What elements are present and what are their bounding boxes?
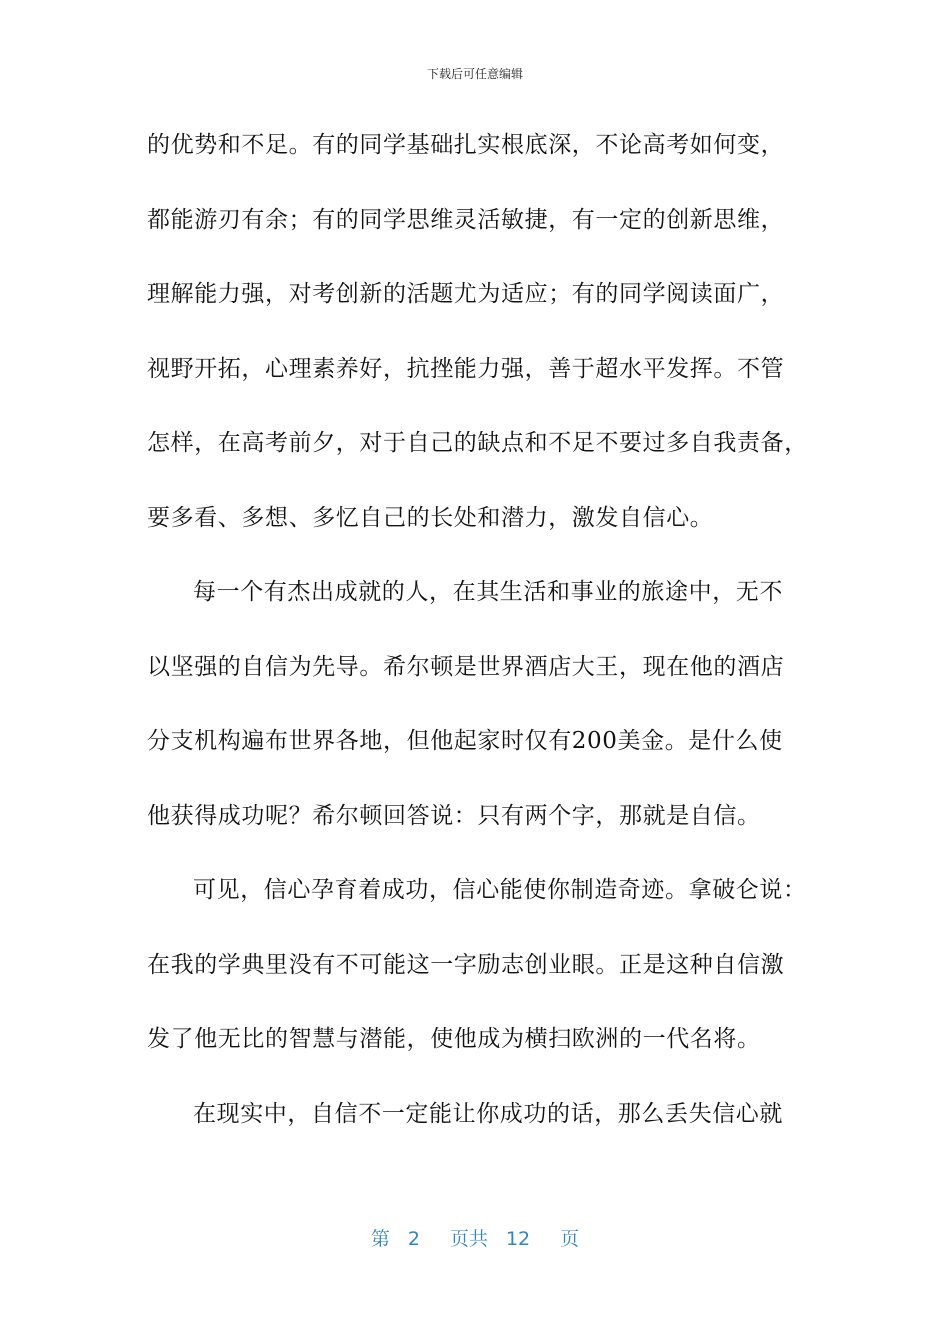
text-line: 都能游刃有余；有的同学思维灵活敏捷，有一定的创新思维， — [147, 206, 785, 233]
text-line: 理解能力强，对考创新的活题尤为适应；有的同学阅读面广， — [147, 281, 785, 307]
text-line: 分支机构遍布世界各地，但他起家时仅有200美金。是什么使 — [147, 728, 783, 754]
page-footer — [0, 1226, 950, 1252]
footer-middle: 页共 — [449, 1228, 488, 1250]
footer-prefix: 第 — [370, 1228, 390, 1250]
text-line: 以坚强的自信为先导。希尔顿是世界酒店大王，现在他的酒店 — [147, 653, 785, 680]
paragraph-start-line: 每一个有杰出成就的人，在其生活和事业的旅途中，无不 — [193, 579, 783, 605]
paragraph-start-line: 在现实中，自信不一定能让你成功的话，那么丢失信心就 — [193, 1100, 783, 1127]
current-page-number: 2 — [407, 1228, 420, 1250]
paragraph-start-line: 可见，信心孕育着成功，信心能使你制造奇迹。拿破仑说： — [193, 877, 807, 903]
text-line: 的优势和不足。有的同学基础扎实根底深，不论高考如何变， — [147, 132, 785, 158]
total-pages-number: 12 — [505, 1228, 531, 1250]
text-line: 发了他无比的智慧与潜能，使他成为横扫欧洲的一代名将。 — [147, 1026, 761, 1052]
text-line: 在我的学典里没有不可能这一字励志创业眼。正是这种自信激 — [147, 951, 785, 978]
text-line: 他获得成功呢？希尔顿回答说：只有两个字，那就是自信。 — [147, 802, 761, 829]
document-body — [147, 122, 807, 1165]
page-header: 下载后可任意编辑 — [426, 67, 523, 81]
text-line: 视野开拓，心理素养好，抗挫能力强，善于超水平发挥。不管 — [147, 355, 785, 382]
footer-suffix: 页 — [560, 1228, 580, 1250]
text-line: 要多看、多想、多忆自己的长处和潜力，激发自信心。 — [147, 504, 714, 531]
text-line: 怎样，在高考前夕，对于自己的缺点和不足不要过多自我责备， — [147, 430, 808, 456]
